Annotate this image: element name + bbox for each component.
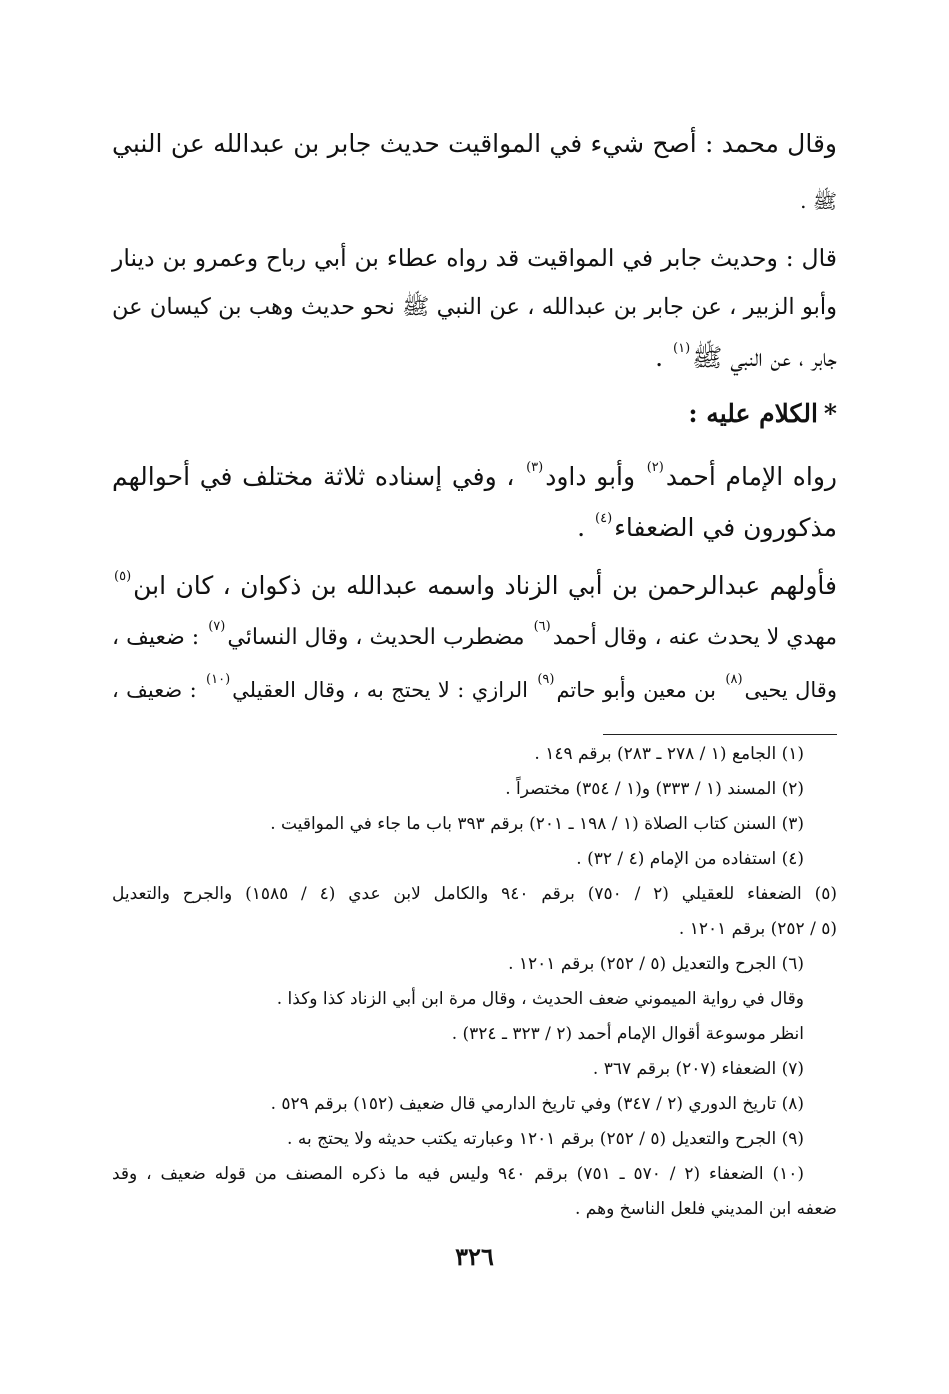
body-line-9 (112, 618, 837, 658)
footnote-4: (٤) استفاده من الإمام (٤ / ٣٢) . (576, 849, 804, 869)
footnote-ref-7: (٧) (208, 619, 226, 634)
footnote-ref-10: (١٠) (206, 672, 231, 687)
body-text: مضطرب الحديث ، وقال النسائي (227, 625, 532, 650)
body-text: رواه الإمام أحمد (665, 462, 838, 491)
footnote-1: (١) الجامع (١ / ٢٧٨ ـ ٢٨٣) برقم ١٤٩ . (534, 744, 804, 764)
footnote-ref-6: (٦) (533, 619, 551, 634)
body-text: : ضعيف ، (112, 625, 207, 650)
footnote-ref-2: (٢) (646, 460, 664, 475)
footnote-ref-1: (١) (673, 341, 691, 356)
footnote-10-cont: ضعفه ابن المديني فلعل الناسخ وهم . (574, 1199, 837, 1219)
body-text: ، وفي إسناده ثلاثة مختلف في أحوالهم (112, 462, 525, 491)
footnote-6-cont-2: انظر موسوعة أقوال الإمام أحمد (٢ / ٣٢٣ ـ ٣٢٤) . (451, 1024, 804, 1044)
footnote-2: (٢) المسند (١ / ٣٣٣) و(١ / ٣٥٤) مختصراً . (505, 779, 804, 799)
body-text: مذكورون في الضعفاء (614, 513, 837, 542)
body-line-10 (112, 670, 837, 710)
body-line-2 (112, 180, 837, 221)
footnote-7: (٧) الضعفاء (٢٠٧) برقم ٣٦٧ . (592, 1059, 804, 1079)
body-text: بن معين وأبو حاتم (556, 678, 724, 702)
footnote-6-cont: وقال في رواية الميموني ضعف الحديث ، وقال مرة ابن أبي الزناد كذا وكذا . (276, 989, 804, 1009)
footnote-ref-8: (٨) (725, 672, 743, 687)
footnote-8: (٨) تاريخ الدوري (٢ / ٣٤٧) وفي تاريخ الدارمي قال ضعيف (١٥٢) برقم ٥٢٩ . (270, 1094, 804, 1114)
body-text: قال : وحديث جابر في المواقيت قد رواه عطاء بن أبي رباح وعمرو بن دينار (112, 244, 837, 272)
body-text: ﷺ . (800, 189, 837, 213)
body-text: . (577, 513, 594, 542)
page-number: ٣٢٦ (455, 1242, 494, 1271)
footnote-ref-3: (٣) (526, 460, 544, 475)
footnote-10: (١٠) الضعفاء (٢ / ٥٧٠ ـ ٧٥١) برقم ٩٤٠ وليس فيه ما ذكره المصنف من قوله ضعيف ، وقد (112, 1164, 804, 1184)
footnote-5: (٥) الضعفاء للعقيلي (٢ / ٧٥٠) برقم ٩٤٠ والكامل لابن عدي (٤ / ١٥٨٥) والجرح والتعديل (112, 884, 837, 904)
body-line-6 (112, 457, 837, 497)
star-icon: * (823, 399, 837, 428)
body-line-3 (112, 238, 837, 278)
body-text: وقال محمد : أصح شيء في المواقيت حديث جابر بن عبدالله عن النبي (112, 129, 837, 158)
footnote-9: (٩) الجرح والتعديل (٥ / ٢٥٢) برقم ١٢٠١ وعبارته يكتب حديثه ولا يحتج به . (287, 1129, 804, 1149)
footnote-5-cont: (٥ / ٢٥٢) برقم ١٢٠١ . (678, 919, 837, 939)
body-text: وأبو داود (545, 462, 645, 491)
body-text: . (655, 343, 672, 372)
footnote-ref-9: (٩) (537, 672, 555, 687)
body-text: فأولهم عبدالرحمن بن أبي الزناد واسمه عبدالله بن ذكوان ، كان ابن (133, 571, 838, 600)
body-line-8 (112, 566, 837, 606)
body-text: وأبو الزبير ، عن جابر بن عبدالله ، عن النبي ﷺ نحو حديث وهب بن كيسان عن (112, 294, 837, 320)
body-text: جابر ، عن النبي ﷺ (692, 343, 837, 372)
body-line-1 (112, 124, 837, 164)
body-text: : ضعيف ، (112, 678, 205, 702)
footnote-6: (٦) الجرح والتعديل (٥ / ٢٥٢) برقم ١٢٠١ . (508, 954, 804, 974)
heading-text: الكلام عليه : (688, 399, 818, 428)
body-text: مهدي لا يحدث عنه ، وقال أحمد (552, 625, 838, 650)
body-line-5 (112, 338, 837, 378)
body-text: الرازي : لا يحتج به ، وقال العقيلي (232, 678, 536, 702)
body-line-7 (112, 508, 837, 548)
section-heading (688, 394, 837, 434)
footnote-separator (603, 734, 837, 735)
body-text: وقال يحيى (744, 678, 837, 702)
footnote-ref-4: (٤) (595, 511, 613, 526)
body-line-4 (112, 287, 837, 327)
footnote-3: (٣) السنن كتاب الصلاة (١ / ١٩٨ ـ ٢٠١) برقم ٣٩٣ باب ما جاء في المواقيت . (270, 814, 804, 834)
footnote-ref-5: (٥) (114, 569, 132, 584)
